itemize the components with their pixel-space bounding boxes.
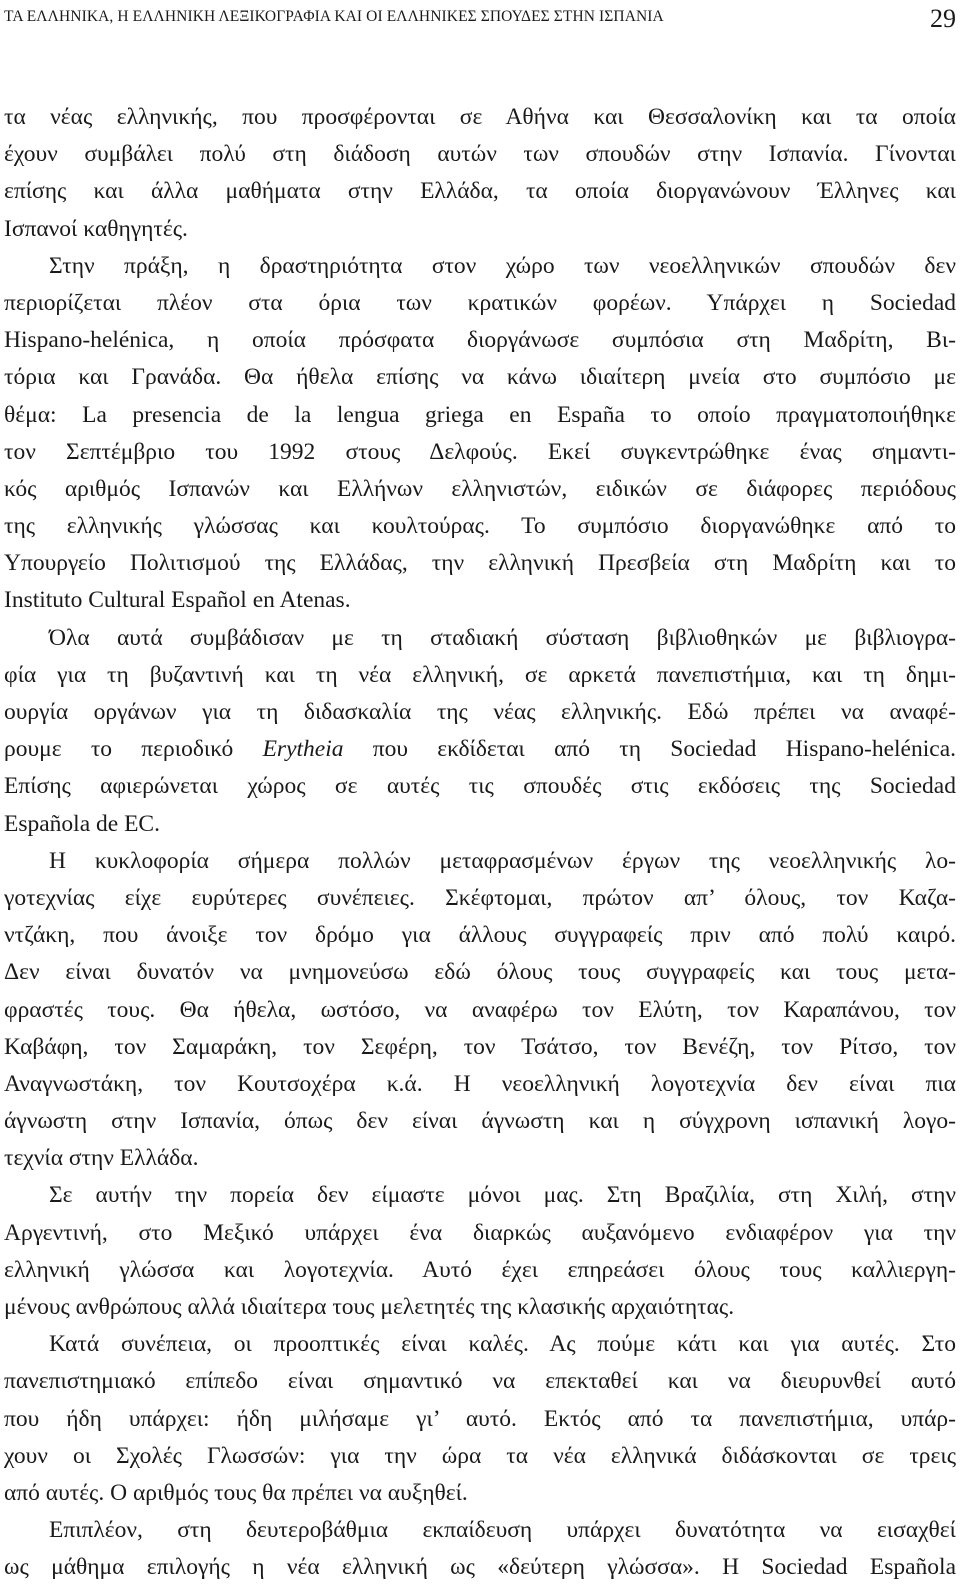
text-line: από αυτές. Ο αριθμός τους θα πρέπει να αυξηθεί. (4, 1479, 468, 1506)
text-line: τεχνία στην Ελλάδα. (4, 1145, 199, 1172)
text-line: Σε αυτήν την πορεία δεν είμαστε μόνοι μας. Στη Βραζιλία, στη Χιλή, στην (49, 1182, 956, 1209)
paragraph (4, 248, 956, 620)
text-line: τόρια και Γρανάδα. Θα ήθελα επίσης να κάνω ιδιαίτερη μνεία στο συμπόσιο με (4, 364, 956, 391)
text-line: ουργία οργάνων για τη διδασκαλία της νέας ελληνικής. Εδώ πρέπει να αναφέ- (4, 699, 956, 725)
text-line: ντζάκη, που άνοιξε τον δρόμο για άλλους συγγραφείς πριν από πολύ καιρό. (4, 922, 956, 949)
text-line: Αργεντινή, στο Μεξικό υπάρχει ένα διαρκώς αυξανόμενο ενδιαφέρον για την (4, 1219, 956, 1246)
text-line: της ελληνικής γλώσσας και κουλτούρας. Το συμπόσιο διοργανώθηκε από το (4, 513, 956, 540)
running-title: ΤΑ ΕΛΛΗΝΙΚΑ, Η ΕΛΛΗΝΙΚΗ ΛΕΞΙΚΟΓΡΑΦΙΑ ΚΑΙ ΟΙ ΕΛΛΗΝΙΚΕΣ ΣΠΟΥΔΕΣ ΣΤΗΝ ΙΣΠΑΝΙΑ (4, 8, 664, 25)
paragraph (4, 1177, 956, 1326)
paragraph (4, 620, 956, 843)
text-line: Hispano-helénica, η οποία πρόσφατα διοργάνωσε συμπόσια στη Μαδρίτη, Βι- (4, 327, 956, 354)
text-line: Επιπλέον, στη δευτεροβάθμια εκπαίδευση υπάρχει δυνατότητα να εισαχθεί (49, 1517, 956, 1544)
body-text (4, 99, 956, 1587)
text-line: έχουν συμβάλει πολύ στη διάδοση αυτών των σπουδών στην Ισπανία. Γίνονται (4, 141, 956, 168)
text-line: Υπουργείο Πολιτισμού της Ελλάδας, την ελληνική Πρεσβεία στη Μαδρίτη και το (4, 550, 956, 577)
text-line: Επίσης αφιερώνεται χώρος σε αυτές τις σπουδές στις εκδόσεις της Sociedad (4, 773, 956, 800)
paragraph (4, 99, 956, 248)
text-line: Στην πράξη, η δραστηριότητα στον χώρο των νεοελληνικών σπουδών δεν (49, 252, 956, 279)
text-line: Κατά συνέπεια, οι προοπτικές είναι καλές. Ας πούμε κάτι και για αυτές. Στο (49, 1331, 956, 1358)
paragraph (4, 1512, 956, 1586)
text-line: τον Σεπτέμβριο του 1992 στους Δελφούς. Εκεί συγκεντρώθηκε ένας σημαντι- (4, 438, 956, 465)
text-line: επίσης και άλλα μαθήματα στην Ελλάδα, τα οποία διοργανώνουν Έλληνες και (4, 178, 956, 205)
text-line: Instituto Cultural Español en Atenas. (4, 587, 351, 614)
text-line: Αναγνωστάκη, τον Κουτσοχέρα κ.ά. Η νεοελληνική λογοτεχνία δεν είναι πια (4, 1070, 956, 1097)
text-line: χουν οι Σχολές Γλωσσών: για την ώρα τα νέα ελληνικά διδάσκονται σε τρεις (4, 1442, 956, 1469)
text-line: πανεπιστημιακό επίπεδο είναι σημαντικό να επεκταθεί και να διευρυνθεί αυτό (4, 1368, 956, 1395)
text-line: ελληνική γλώσσα και λογοτεχνία. Αυτό έχει επηρεάσει όλους τους καλλιεργη- (4, 1256, 956, 1283)
journal-title: Erytheia (262, 736, 344, 763)
text-line: φία για τη βυζαντινή και τη νέα ελληνική, σε αρκετά πανεπιστήμια, και τη δημι- (4, 661, 956, 688)
running-header (4, 4, 956, 34)
text-line: που ήδη υπάρχει: ήδη μιλήσαμε γι’ αυτό. Εκτός από τα πανεπιστήμια, υπάρ- (4, 1405, 956, 1432)
paragraph (4, 1326, 956, 1512)
text-line: ως μάθημα επιλογής η νέα ελληνική ως «δεύτερη γλώσσα». Η Sociedad Española (4, 1554, 956, 1581)
text-line: Καβάφη, τον Σαμαράκη, τον Σεφέρη, τον Τσάτσο, τον Βενέζη, τον Ρίτσο, τον (4, 1033, 956, 1060)
text-line: Ισπανοί καθηγητές. (4, 215, 188, 242)
text-line: κός αριθμός Ισπανών και Ελλήνων ελληνιστών, ειδικών σε διάφορες περιόδους (4, 475, 956, 502)
text-line: Η κυκλοφορία σήμερα πολλών μεταφρασμένων έργων της νεοελληνικής λο- (49, 847, 956, 874)
text-line: άγνωστη στην Ισπανία, όπως δεν είναι άγνωστη και η σύγχρονη ισπανική λογο- (4, 1108, 956, 1135)
text-line: θέμα: La presencia de la lengua griega en España το οποίο πραγματοποιήθηκε (4, 401, 956, 428)
text-line: περιορίζεται πλέον στα όρια των κρατικών φορέων. Υπάρχει η Sociedad (4, 289, 956, 316)
text-line: ρουμε το περιοδικό Erytheia που εκδίδεται από τη Sociedad Hispano-helénica. (4, 736, 956, 763)
paragraph (4, 843, 956, 1178)
text-line: γοτεχνίας είχε ευρύτερες συνέπειες. Σκέφτομαι, πρώτον απ’ όλους, τον Καζα- (4, 884, 956, 911)
text-line: Δεν είναι δυνατόν να μνημονεύσω εδώ όλους τους συγγραφείς και τους μετα- (4, 959, 956, 986)
text-line: φραστές τους. Θα ήθελα, ωστόσο, να αναφέρω τον Ελύτη, τον Καραπάνου, τον (4, 996, 956, 1023)
text-line: τα νέας ελληνικής, που προσφέρονται σε Αθήνα και Θεσσαλονίκη και τα οποία (4, 104, 956, 130)
text-line: μένους ανθρώπους αλλά ιδιαίτερα τους μελετητές της κλασικής αρχαιότητας. (4, 1294, 735, 1320)
page-number: 29 (930, 4, 956, 33)
text-line: Όλα αυτά συμβάδισαν με τη σταδιακή σύσταση βιβλιοθηκών με βιβλιογρα- (49, 624, 956, 651)
text-line: Española de EC. (4, 810, 160, 837)
